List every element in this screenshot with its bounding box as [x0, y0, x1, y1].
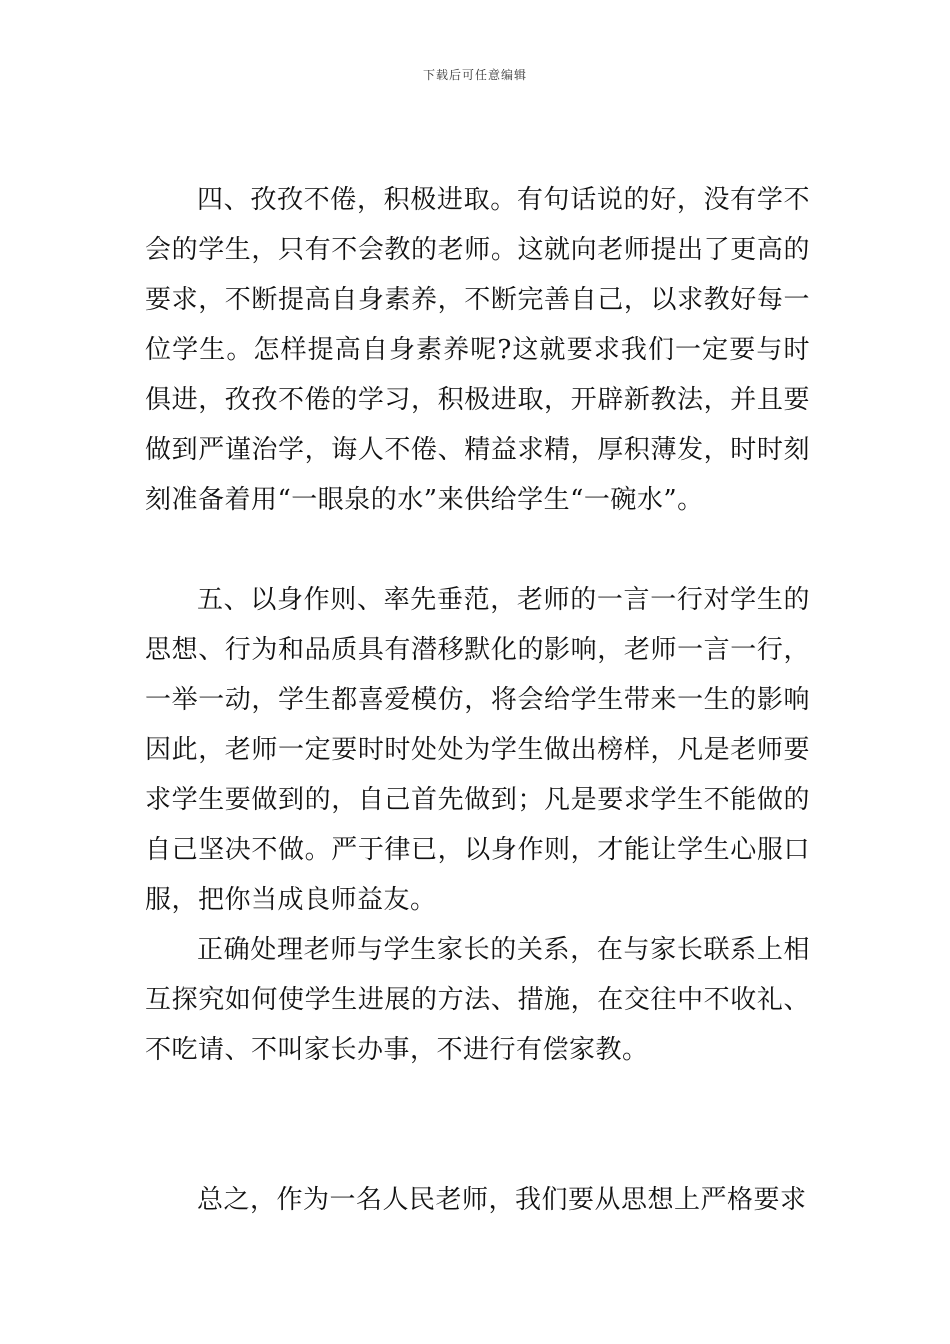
paragraph-parent-relations: 正确处理老师与学生家长的关系，在与家长联系上相互探究如何使学生进展的方法、措施，在交往中不收礼、不吃请、不叫家长办事，不进行有偿家教。 — [145, 935, 810, 1065]
paragraph-diligence: 四、孜孜不倦，积极进取。有句话说的好，没有学不会的学生，只有不会教的老师。这就向老师提出了更高的要求，不断提高自身素养，不断完善自己，以求教好每一位学生。怎样提高自身素养呢?这就要求我们一定要与时俱进，孜孜不倦的学习，积极进取，开辟新教法，并且要做到严谨治学，诲人不倦、精益求精，厚积薄发，时时刻刻准备着用“一眼泉的水”来供给学生“一碗水”。 — [145, 185, 810, 515]
page-header: 下载后可任意编辑 — [422, 68, 527, 82]
paragraph-lead-by-example: 五、以身作则、率先垂范，老师的一言一行对学生的思想、行为和品质具有潜移默化的影响，老师一言一行，一举一动，学生都喜爱模仿，将会给学生带来一生的影响因此，老师一定要时时处处为学生做出榜样，凡是老师要求学生要做到的，自己首先做到；凡是要求学生不能做的自己坚决不做。严于律已，以身作则，才能让学生心服口服，把你当成良师益友。 — [145, 585, 810, 915]
paragraph-conclusion: 总之，作为一名人民老师，我们要从思想上严格要求 — [197, 1185, 807, 1215]
